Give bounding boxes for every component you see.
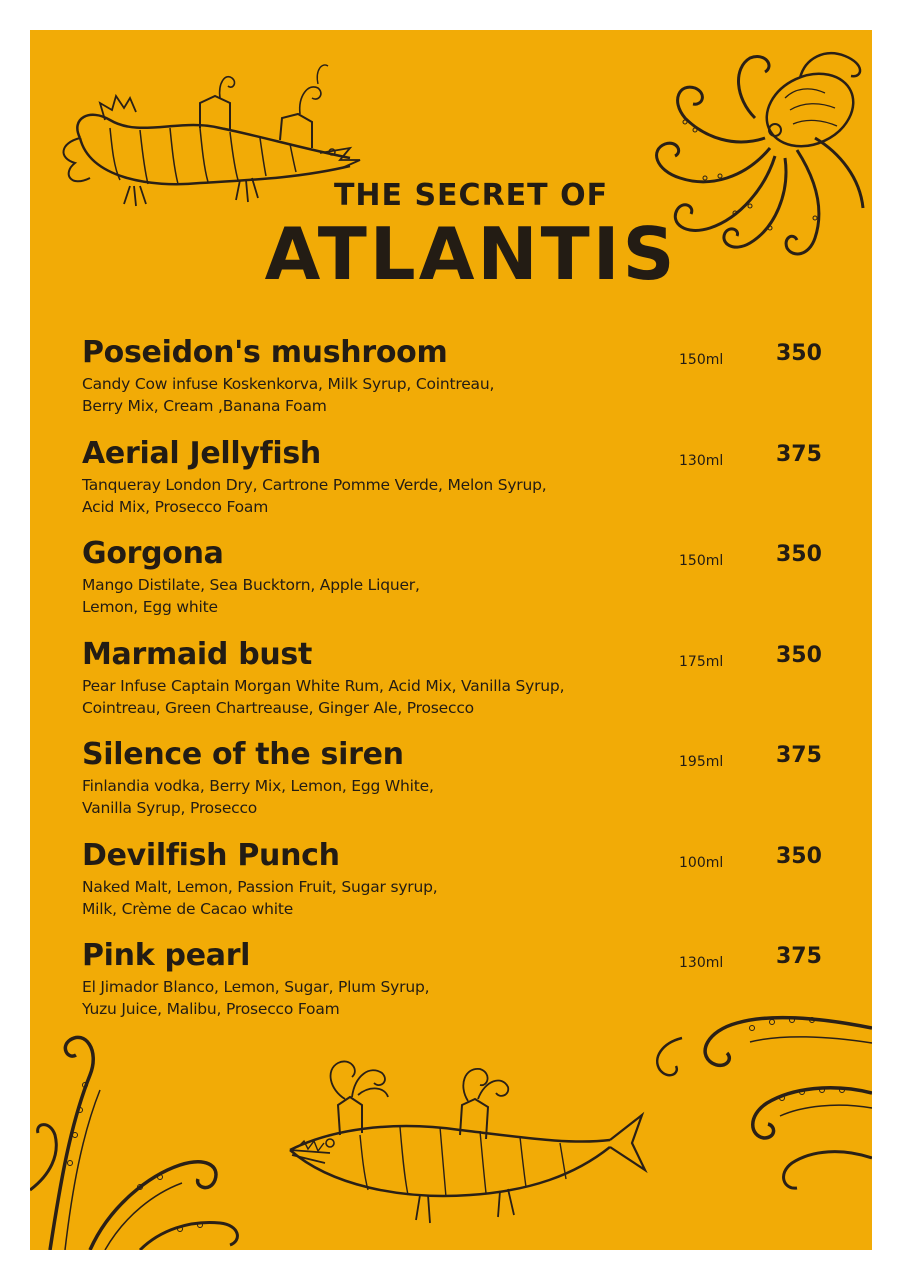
item-volume: 100ml bbox=[679, 854, 724, 871]
item-description: Pear Infuse Captain Morgan White Rum, Acid Mix, Vanilla Syrup, Cointreau, Green Chartreause, Ginger Ale, Prosecco bbox=[82, 676, 565, 717]
item-price: 375 bbox=[776, 944, 822, 969]
item-volume: 175ml bbox=[679, 653, 724, 670]
item-volume: 150ml bbox=[679, 352, 724, 368]
sea-fish-illustration bbox=[270, 1035, 650, 1245]
item-volume: 195ml bbox=[679, 754, 724, 770]
title-atlantis: ATLANTIS bbox=[264, 212, 678, 296]
item-price: 350 bbox=[776, 542, 822, 567]
item-name: Silence of the siren bbox=[82, 737, 404, 772]
menu-item bbox=[82, 637, 822, 738]
item-price: 375 bbox=[776, 441, 822, 467]
item-name: Poseidon's mushroom bbox=[82, 335, 448, 370]
item-description: Finlandia vodka, Berry Mix, Lemon, Egg White, Vanilla Syrup, Prosecco bbox=[82, 777, 434, 817]
menu-item bbox=[82, 737, 822, 838]
item-name: Devilfish Punch bbox=[82, 837, 340, 873]
item-price: 350 bbox=[776, 341, 822, 366]
item-price: 350 bbox=[776, 843, 822, 869]
item-volume: 130ml bbox=[679, 452, 724, 469]
item-description: Mango Distilate, Sea Bucktorn, Apple Liquer, Lemon, Egg white bbox=[82, 576, 420, 616]
item-volume: 130ml bbox=[679, 955, 724, 971]
tentacles-right-illustration bbox=[642, 998, 872, 1198]
item-name: Marmaid bust bbox=[82, 636, 313, 672]
item-price: 375 bbox=[776, 743, 822, 768]
menu-item bbox=[82, 838, 822, 939]
item-description: Candy Cow infuse Koskenkorva, Milk Syrup, Cointreau, Berry Mix, Cream ,Banana Foam bbox=[82, 375, 495, 415]
item-name: Pink pearl bbox=[82, 938, 251, 973]
menu-item bbox=[82, 436, 822, 537]
item-name: Aerial Jellyfish bbox=[82, 435, 321, 471]
item-description: Naked Malt, Lemon, Passion Fruit, Sugar syrup, Milk, Crème de Cacao white bbox=[82, 877, 438, 918]
item-description: Tanqueray London Dry, Cartrone Pomme Verde, Melon Syrup, Acid Mix, Prosecco Foam bbox=[82, 475, 547, 516]
item-description: El Jimador Blanco, Lemon, Sugar, Plum Syrup, Yuzu Juice, Malibu, Prosecco Foam bbox=[82, 978, 430, 1018]
menu-card bbox=[30, 30, 872, 1250]
cocktail-list bbox=[82, 335, 822, 1039]
menu-item bbox=[82, 335, 822, 436]
tentacles-left-illustration bbox=[30, 1015, 250, 1250]
menu-item bbox=[82, 536, 822, 637]
title-the-secret-of: THE SECRET OF bbox=[333, 178, 609, 213]
item-price: 350 bbox=[776, 642, 822, 668]
item-name: Gorgona bbox=[82, 536, 224, 571]
item-volume: 150ml bbox=[679, 553, 724, 569]
